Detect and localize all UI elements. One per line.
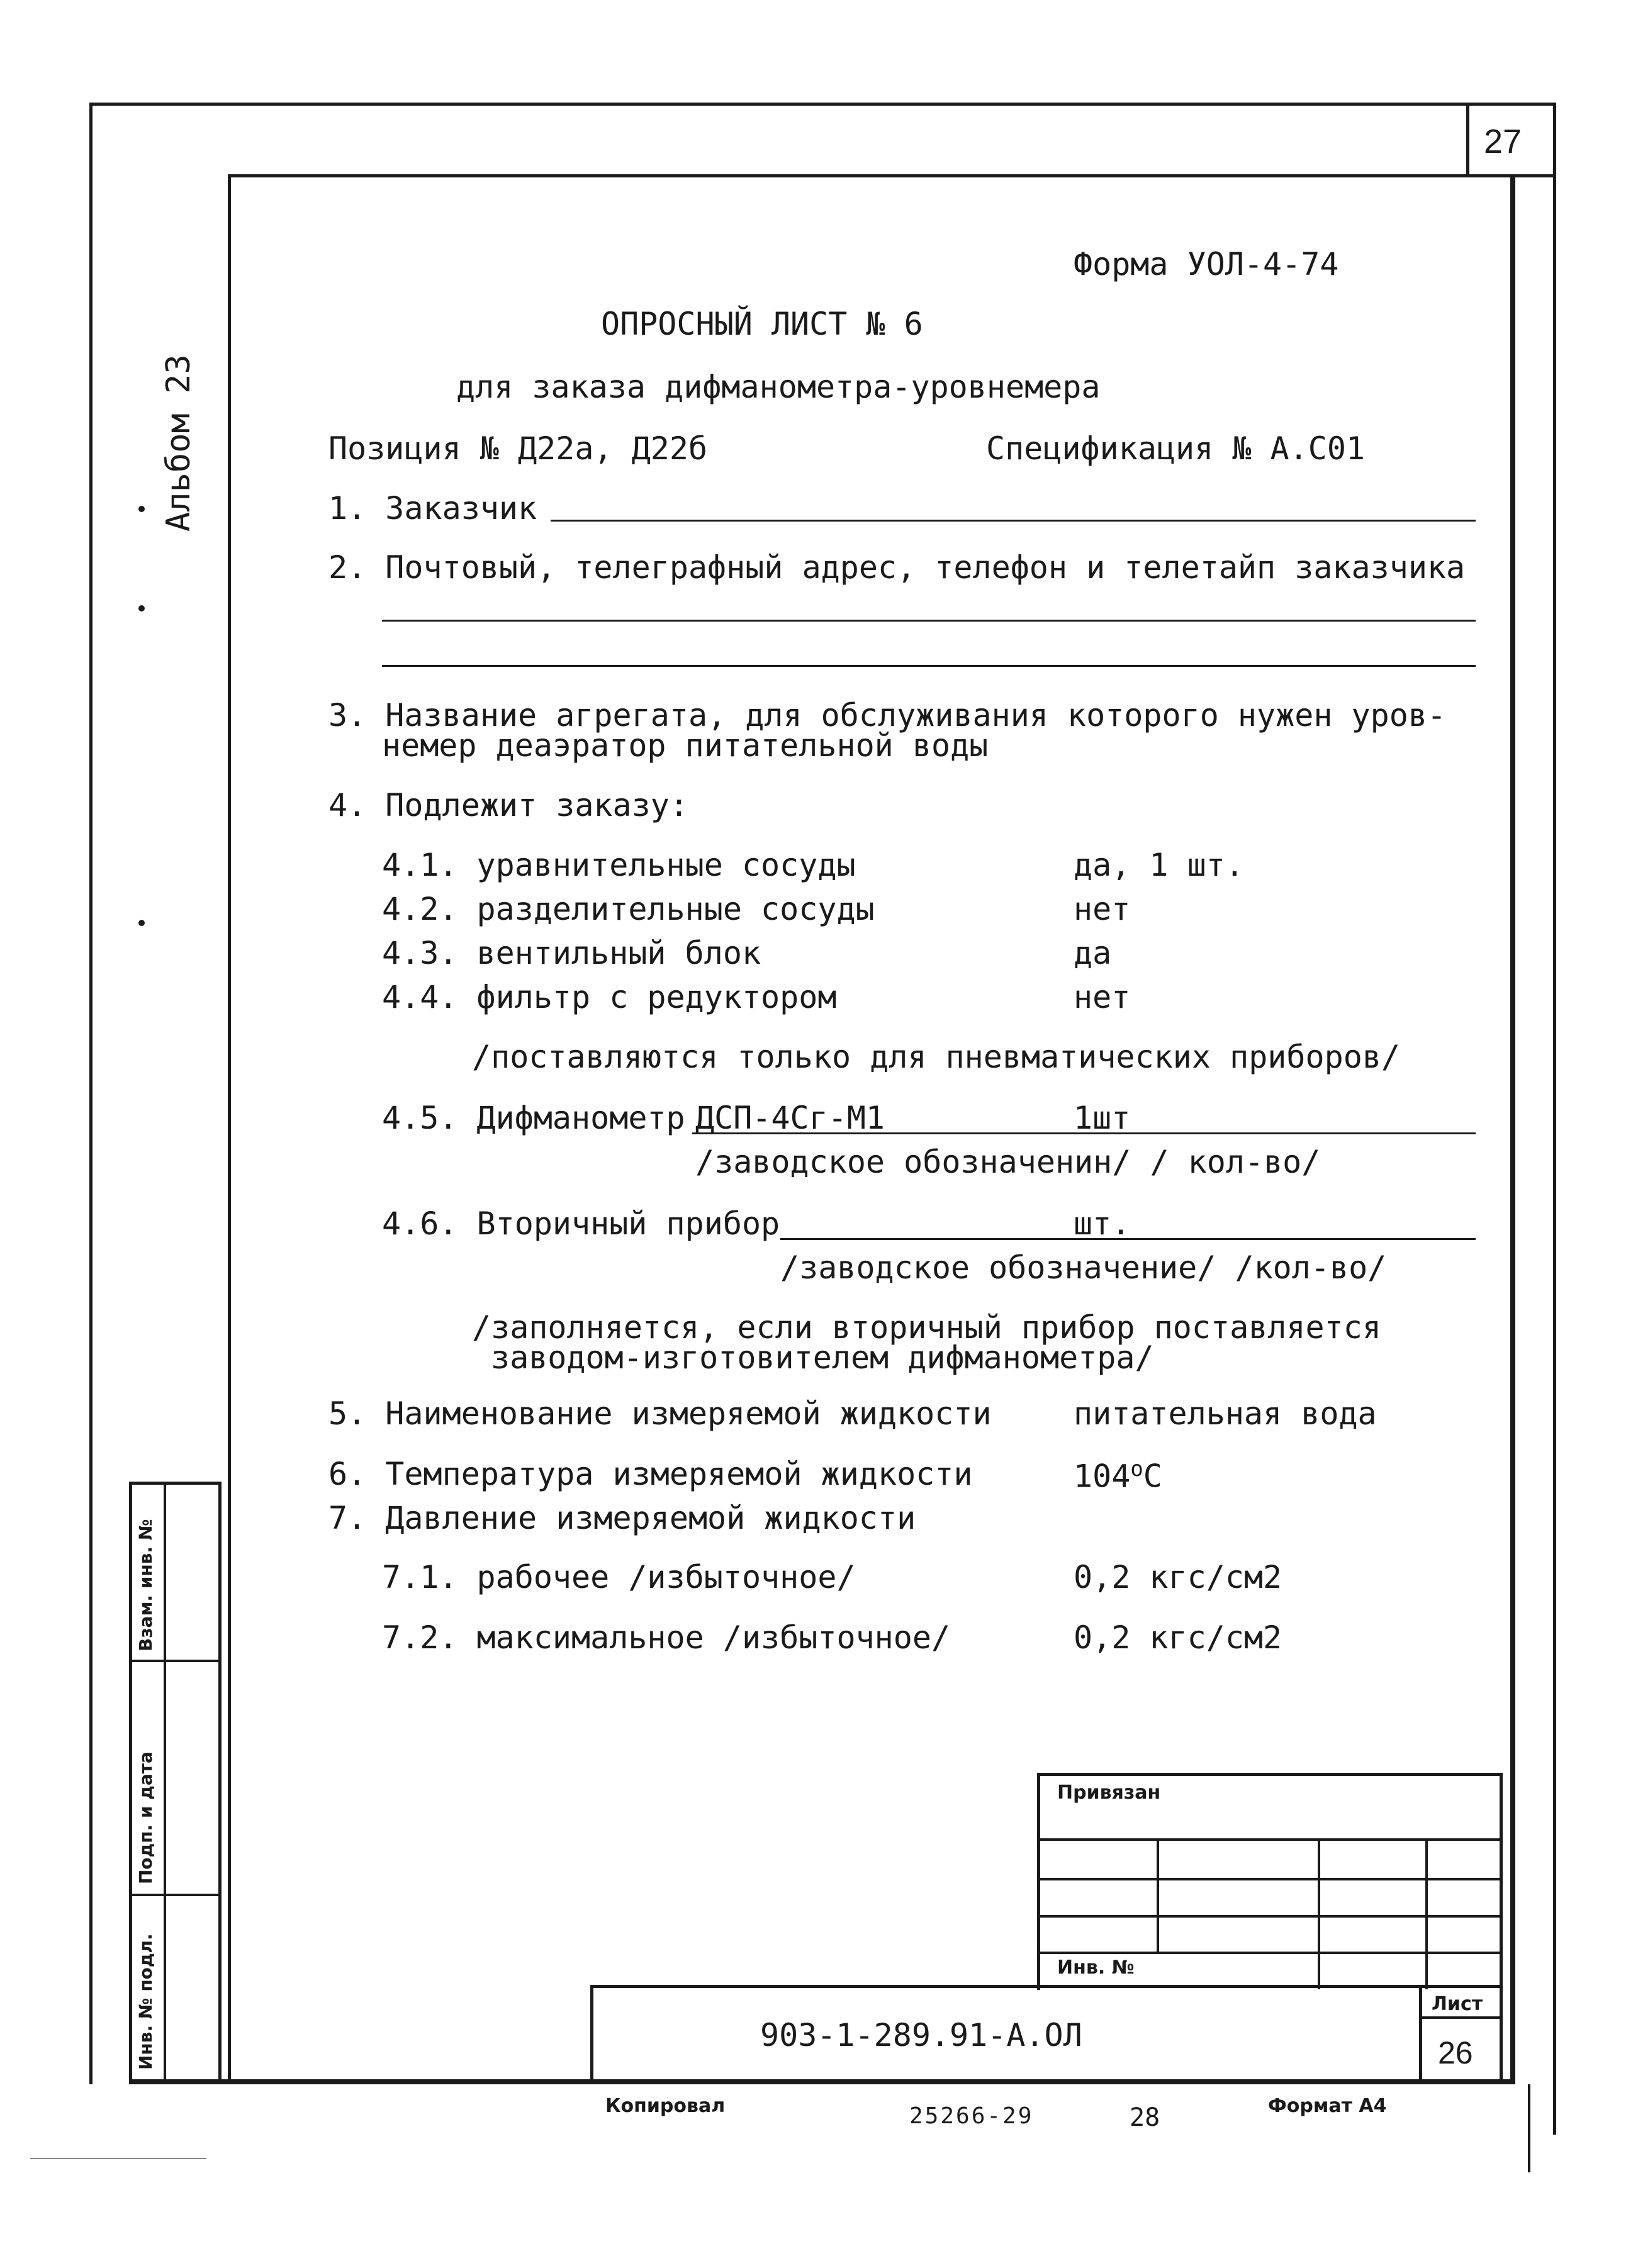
footer-page: 28 [1130,2103,1160,2132]
specification-field: Спецификация № А.С01 [986,430,1366,467]
title-block-col-1 [1157,1838,1159,1952]
title-block-inv-no: Инв. № [1057,1957,1135,1979]
side-stamp-vzam-inv: Взам. инв. № [135,1519,156,1651]
title-block-privyazan: Привязан [1057,1782,1161,1804]
item-order: 4. Подлежит заказу: [328,787,688,824]
margin-dot [138,506,145,512]
title-block-row-1 [1037,1838,1500,1841]
outer-frame-left [89,103,93,2084]
customer-line [551,520,1476,522]
side-stamp-row-2 [129,1894,218,1896]
doc-code: 903-1-289.91-А.ОЛ [760,2017,1082,2053]
sheet-number: 26 [1438,2035,1473,2070]
item-7-2-value: 0,2 кгс/см2 [1074,1619,1282,1656]
item-4-3-value: да [1074,935,1112,971]
inner-frame-right [1510,174,1515,2084]
footer-order-number: 25266-29 [909,2103,1034,2129]
doc-code-divider [1419,1985,1422,2079]
margin-dot [138,605,145,612]
item-4-4-label: 4.4. фильтр с редуктором [382,979,837,1015]
item-4-6-label: 4.6. Вторичный прибор [382,1205,780,1242]
address-line-1 [382,620,1476,622]
inner-frame-top [228,174,1535,177]
sheet-label-divider [1419,2016,1500,2019]
page-number: 27 [1484,123,1522,160]
item-4-5-line [692,1132,1476,1134]
item-4-6-line [780,1238,1476,1240]
outer-frame-top [89,103,1556,106]
item-6-label: 6. Температура измеряемой жидкости [328,1456,973,1492]
item-4-5-hint: /заводское обозначенин/ / кол-во/ [695,1144,1321,1180]
scan-mark [30,2158,206,2159]
title-block-row-4 [1037,1952,1500,1954]
position-field: Позиция № Д22а, Д22б [328,430,708,467]
item-4-4-value: нет [1074,979,1131,1015]
item-4-6-note-2: заводом-изготовителем дифманометра/ [491,1339,1154,1376]
item-4-5-qty: 1шт [1074,1100,1131,1136]
title-block-row-3 [1037,1915,1500,1918]
title-block-col-3 [1425,1838,1428,1989]
item-4-6-note-1: /заполняется, если вторичный прибор поставляется [472,1309,1381,1346]
item-5-value: питательная вода [1074,1395,1377,1432]
item-unit-name-line1: 3. Название агрегата, для обслуживания которого нужен уров- [328,697,1447,734]
side-stamp-podp-data: Подп. и дата [135,1751,156,1884]
item-4-5-model: ДСП-4Сг-М1 [695,1100,885,1136]
item-4-note: /поставляются только для пневматических приборов/ [472,1039,1401,1075]
item-customer: 1. Заказчик [328,490,537,527]
form-code: Форма УОЛ-4-74 [1074,246,1339,282]
title-block-row-2 [1037,1878,1500,1880]
temperature-unit: С [1143,1458,1162,1495]
footer-format: Формат А4 [1268,2095,1387,2117]
album-label: Альбом 23 [160,354,198,532]
item-4-3-label: 4.3. вентильный блок [382,935,761,971]
item-6-value [1074,1456,1162,1495]
title-block-col-2 [1318,1838,1320,1989]
item-address: 2. Почтовый, телеграфный адрес, телефон и телетайп заказчика [328,549,1466,586]
item-4-1-label: 4.1. уравнительные сосуды [382,847,856,883]
item-4-5-label: 4.5. Дифманометр [382,1100,685,1136]
item-unit-name-line2: немер деаэратор питательной воды [382,727,989,764]
side-stamp-inv-podl: Инв. № подл. [135,1933,156,2070]
temperature-number: 104 [1074,1458,1131,1495]
outer-frame-right [1553,103,1556,2135]
item-7-label: 7. Давление измеряемой жидкости [328,1500,916,1536]
footer-copied: Копировал [605,2095,726,2117]
item-4-2-value: нет [1074,891,1131,927]
document-title: ОПРОСНЫЙ ЛИСТ № 6 [601,306,923,342]
item-4-6-hint: /заводское обозначение/ /кол-во/ [780,1249,1387,1286]
document-subtitle: для заказа дифманометра-уровнемера [456,369,1101,405]
margin-dot [138,920,145,926]
item-7-1-value: 0,2 кгс/см2 [1074,1559,1282,1595]
scan-mark [1528,2084,1530,2172]
item-5-label: 5. Наименование измеряемой жидкости [328,1395,992,1432]
item-7-1-label: 7.1. рабочее /избыточное/ [382,1559,856,1595]
item-4-6-qty: шт. [1074,1205,1131,1242]
sheet-label: Лист [1432,1993,1483,2015]
side-stamp-divider [164,1482,166,2082]
address-line-2 [382,665,1476,667]
item-4-1-value: да, 1 шт. [1074,847,1244,883]
inner-frame-left [228,174,231,2084]
side-stamp-row-1 [129,1660,218,1662]
item-4-2-label: 4.2. разделительные сосуды [382,891,875,927]
item-7-2-label: 7.2. максимальное /избыточное/ [382,1619,951,1656]
degree-sign: о [1130,1456,1143,1482]
